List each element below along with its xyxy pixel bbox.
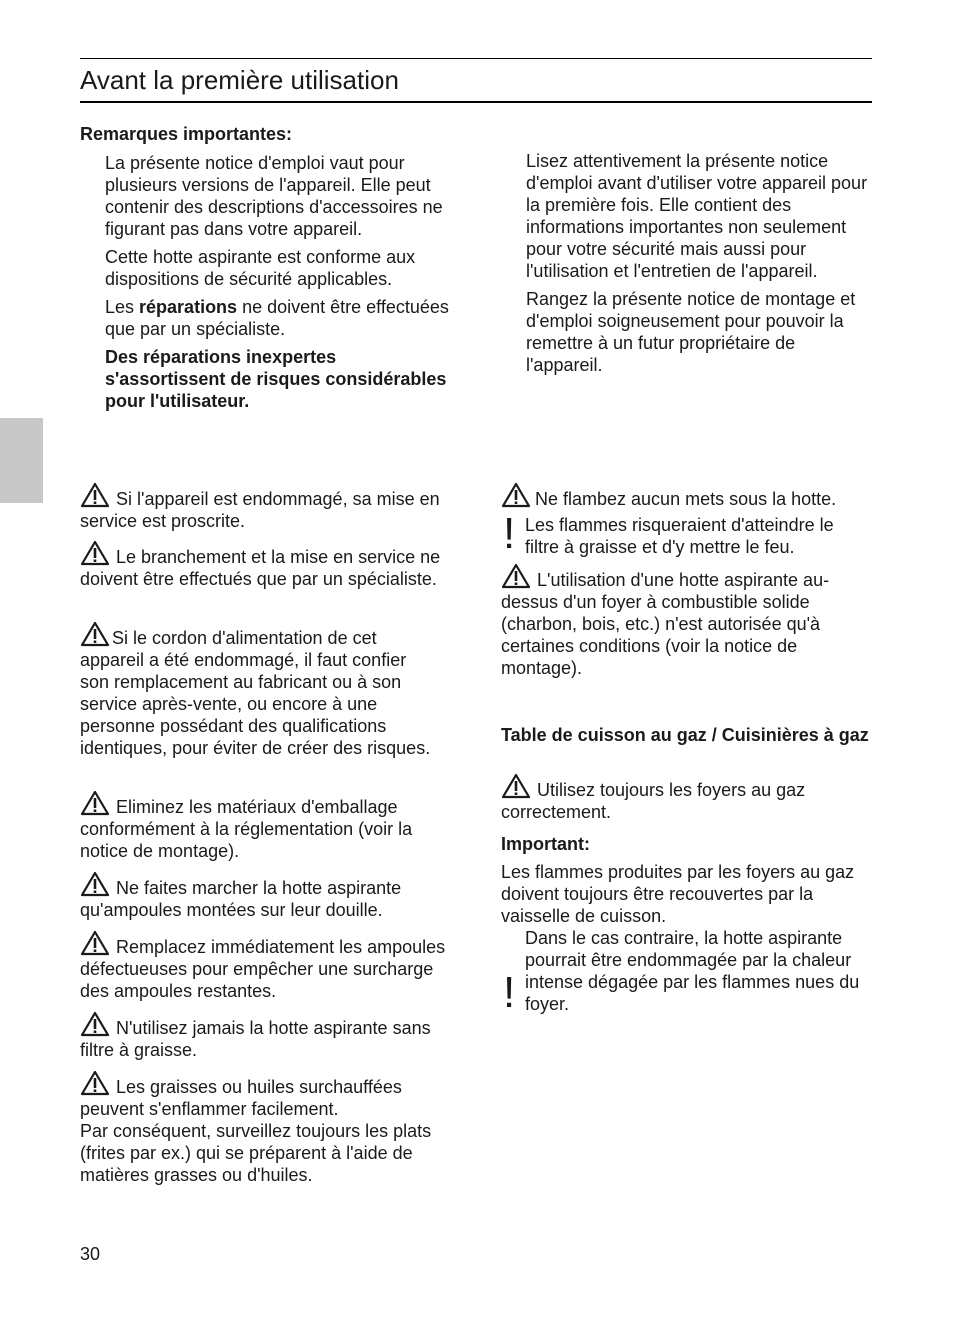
remarques-right-paragraph-1: Lisez attentivement la présente notice d'emploi avant d'utiliser votre appareil pour la première fois. Elle contient des informations importantes non seulement pour votre sécurité mais aussi pour l'utilisation et l'entretien de l'appareil.	[526, 151, 868, 281]
warning-item-flambe	[501, 482, 873, 510]
warning-triangle-icon	[80, 1011, 110, 1037]
remarques-paragraph-2: Cette hotte aspirante est conforme aux dispositions de sécurité applicables.	[105, 247, 416, 289]
warning-text: Eliminez les matériaux d'emballage conformément à la réglementation (voir la notice de montage).	[80, 797, 413, 861]
warning-item	[501, 773, 871, 823]
exclamation-mark-icon: !	[503, 968, 516, 1017]
warning-text: Ne flambez aucun mets sous la hotte.	[535, 489, 837, 509]
warning-text: Les flammes risqueraient d'atteindre le filtre à graisse et d'y mettre le feu.	[525, 515, 834, 557]
warning-text: Utilisez toujours les foyers au gaz correctement.	[501, 780, 806, 822]
warning-item	[80, 871, 452, 921]
page-title: Avant la première utilisation	[80, 65, 399, 95]
important-label: Important:	[501, 834, 590, 854]
warning-text: L'utilisation d'une hotte aspirante au-dessus d'un foyer à combustible solide (charbon, bois, etc.) n'est autorisée qu'à certaines conditions (voir la notice de montage).	[501, 570, 830, 678]
warning-text: Les graisses ou huiles surchauffées peuvent s'enflammer facilement.	[80, 1077, 402, 1119]
warning-triangle-icon	[80, 1070, 110, 1096]
warning-triangle-icon	[80, 871, 110, 897]
warning-triangle-icon	[80, 540, 110, 566]
warning-item	[80, 1070, 452, 1186]
warning-text-continuation: Par conséquent, surveillez toujours les plats (frites par ex.) qui se préparent à l'aide de matières grasses ou d'huiles.	[80, 1121, 432, 1185]
warning-text: Le branchement et la mise en service ne doivent être effectués que par un spécialiste.	[80, 547, 441, 589]
warning-triangle-icon	[80, 930, 110, 956]
header-rule-top	[80, 58, 872, 59]
side-tab-marker	[0, 418, 43, 503]
warning-item	[501, 563, 871, 679]
remarques-p3-post: ne doivent être effectuées que par un spécialiste.	[105, 297, 449, 339]
warning-text: Si l'appareil est endommagé, sa mise en service est proscrite.	[80, 489, 440, 531]
remarques-left-column	[105, 152, 455, 412]
remarques-paragraph-4: Des réparations inexpertes s'assortissent de risques considérables pour l'utilisateur.	[105, 347, 447, 411]
important-text: Les flammes produites par les foyers au gaz doivent toujours être recouvertes par la vaisselle de cuisson.	[501, 862, 855, 926]
page-number: 30	[80, 1244, 101, 1264]
warning-text: Ne faites marcher la hotte aspirante qu'ampoules montées sur leur douille.	[80, 878, 402, 920]
remarques-p3-pre: Les	[105, 297, 140, 317]
warning-text: Remplacez immédiatement les ampoules défectueuses pour empêcher une surcharge des ampoules restantes.	[80, 937, 446, 1001]
warning-item-flambe-continuation	[525, 514, 870, 558]
gas-caution-text: Dans le cas contraire, la hotte aspirante pourrait être endommagée par la chaleur intense dégagée par les flammes nues du foyer.	[525, 928, 860, 1014]
remarques-p3-bold: réparations	[139, 297, 238, 317]
header-rule-bottom	[80, 101, 872, 103]
warning-item	[80, 790, 452, 862]
warning-text: N'utilisez jamais la hotte aspirante sans filtre à graisse.	[80, 1018, 431, 1060]
remarques-right-column	[526, 150, 872, 376]
remarques-right-paragraph-2: Rangez la présente notice de montage et d'emploi soigneusement pour pouvoir la remettre à un futur propriétaire de l'appareil.	[526, 289, 856, 375]
gas-heading: Table de cuisson au gaz / Cuisinières à gaz	[501, 725, 869, 745]
warning-triangle-icon	[80, 482, 110, 508]
warning-triangle-icon	[501, 773, 531, 799]
warning-text: Si le cordon d'alimentation de cet appareil a été endommagé, il faut confier son remplacement au fabricant ou à son service après-vente, ou encore à une personne possédant des qualifications identiques, pour éviter de créer des risques.	[80, 628, 431, 758]
remarques-paragraph-3	[105, 296, 455, 340]
warning-triangle-icon	[80, 621, 110, 647]
remarques-heading: Remarques importantes:	[80, 124, 293, 144]
warning-triangle-icon	[501, 563, 531, 589]
exclamation-mark-icon: !	[503, 509, 516, 558]
warning-item	[80, 540, 452, 590]
warning-triangle-icon	[501, 482, 531, 508]
warning-item	[80, 930, 452, 1002]
warning-item	[80, 621, 440, 759]
warning-triangle-icon	[80, 790, 110, 816]
warning-item	[80, 482, 452, 532]
remarques-paragraph-1: La présente notice d'emploi vaut pour plusieurs versions de l'appareil. Elle peut contenir des descriptions d'accessoires ne figurant pas dans votre appareil.	[105, 153, 443, 239]
warning-item	[80, 1011, 460, 1061]
